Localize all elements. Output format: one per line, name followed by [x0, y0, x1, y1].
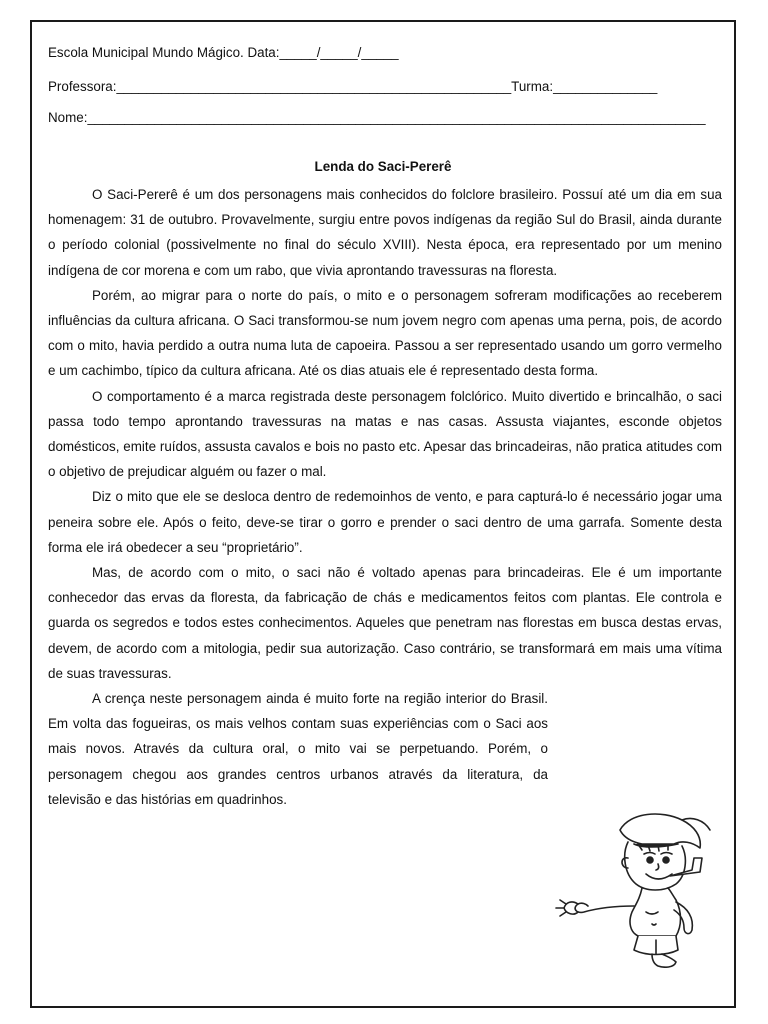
paragraph: Mas, de acordo com o mito, o saci não é voltado apenas para brincadeiras. Ele é um importante conhecedor das ervas da floresta, da fabricação de chás e medicamentos feitos com plantas. Ele controla e guarda os segredos e todos estes conhecimentos. Aqueles que penetram nas florestas em busca destas ervas, devem, de acordo com a mitologia, pedir sua autorização. Caso contrário, se transformará em mais uma vítima de suas travessuras. [48, 565, 722, 681]
paragraph: O comportamento é a marca registrada deste personagem folclórico. Muito divertido e brincalhão, o saci passa todo tempo aprontando travessuras na matas e nas casas. Assusta viajantes, esconde objetos domésticos, emite ruídos, assusta cavalos e bois no pasto etc. Apesar das brincadeiras, não pratica atitudes com o objetivo de prejudicar alguém ou fazer o mal. [48, 388, 722, 480]
story-body [48, 182, 722, 812]
paragraph: O Saci-Pererê é um dos personagens mais conhecidos do folclore brasileiro. Possuí até um dia em sua homenagem: 31 de outubro. Provavelmente, surgiu entre povos indígenas da região Sul do Brasil, ainda durante o período colonial (possivelmente no final do século XVIII). Nesta época, era representado por um menino indígena de cor morena e com um rabo, que vivia aprontando travessuras na floresta. [48, 187, 722, 278]
document-title: Lenda do Saci-Pererê [314, 159, 452, 174]
school-date-line: Escola Municipal Mundo Mágico. Data:_____/_____/_____ [48, 45, 399, 60]
paragraph: Diz o mito que ele se desloca dentro de redemoinhos de vento, e para capturá-lo é necessário jogar uma peneira sobre ele. Após o feito, deve-se tirar o gorro e prender o saci dentro de uma garrafa. Somente desta forma ele irá obedecer a seu “proprietário”. [48, 489, 722, 555]
worksheet-page [30, 20, 736, 1008]
paragraph: Porém, ao migrar para o norte do país, o mito e o personagem sofreram modificações ao receberem influências da cultura africana. O Saci transformou-se num jovem negro com apenas uma perna, pois, de acordo com o mito, havia perdido a outra numa luta de capoeira. Passou a ser representado usando um gorro vermelho e um cachimbo, típico da cultura africana. Até os dias atuais ele é representado desta forma. [48, 287, 722, 379]
saci-icon [542, 808, 722, 968]
paragraph: A crença neste personagem ainda é muito forte na região interior do Brasil. Em volta das fogueiras, os mais velhos contam suas experiências com o Saci aos mais novos. Através da cultura oral, o mito vai se perpetuando. Porém, o personagem chegou aos grandes centros urbanos através da literatura, da televisão e das histórias em quadrinhos. [48, 691, 548, 807]
teacher-class-line: Professora:_____________________________________________________Turma:______________ [48, 79, 658, 94]
student-name-line: Nome:___________________________________________________________________________________ [48, 110, 706, 125]
